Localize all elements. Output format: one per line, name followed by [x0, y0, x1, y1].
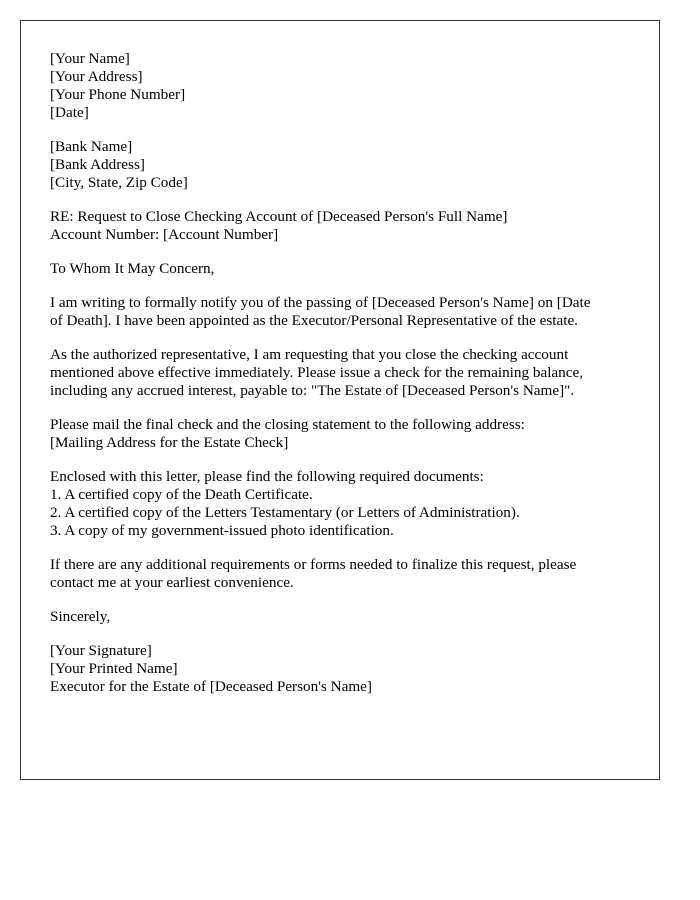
paragraph-request — [50, 346, 630, 400]
paragraph-line: of Death]. I have been appointed as the Executor/Personal Representative of the estate. — [50, 312, 578, 329]
letter-date: [Date] — [50, 104, 89, 121]
subject-block — [50, 208, 630, 244]
recipient-block — [50, 138, 630, 192]
paragraph-line: Enclosed with this letter, please find the following required documents: — [50, 468, 484, 485]
bank-address: [Bank Address] — [50, 156, 145, 173]
account-number-line: Account Number: [Account Number] — [50, 226, 279, 243]
sender-phone: [Your Phone Number] — [50, 86, 186, 103]
mailing-address: [Mailing Address for the Estate Check] — [50, 434, 289, 451]
paragraph-line: Please mail the final check and the closing statement to the following address: — [50, 416, 525, 433]
bank-name: [Bank Name] — [50, 138, 133, 155]
paragraph-line: If there are any additional requirements or forms needed to finalize this request, please — [50, 556, 577, 573]
paragraph-notify — [50, 294, 630, 330]
paragraph-enclosures — [50, 468, 630, 540]
salutation — [50, 260, 630, 278]
letter-page — [20, 20, 660, 780]
enclosure-item: 2. A certified copy of the Letters Testamentary (or Letters of Administration). — [50, 504, 520, 521]
paragraph-line: including any accrued interest, payable to: "The Estate of [Deceased Person's Name]". — [50, 382, 575, 399]
printed-name: [Your Printed Name] — [50, 660, 178, 677]
signature-block — [50, 642, 630, 696]
paragraph-line: contact me at your earliest convenience. — [50, 574, 294, 591]
paragraph-line: I am writing to formally notify you of the passing of [Deceased Person's Name] on [Date — [50, 294, 591, 311]
subject-line: RE: Request to Close Checking Account of [Deceased Person's Full Name] — [50, 208, 508, 225]
signer-title: Executor for the Estate of [Deceased Person's Name] — [50, 678, 372, 695]
paragraph-line: mentioned above effective immediately. Please issue a check for the remaining balance, — [50, 364, 584, 381]
paragraph-line: As the authorized representative, I am requesting that you close the checking account — [50, 346, 569, 363]
closing-text: Sincerely, — [50, 608, 111, 625]
enclosure-item: 3. A copy of my government-issued photo identification. — [50, 522, 394, 539]
salutation-text: To Whom It May Concern, — [50, 260, 215, 277]
sender-name: [Your Name] — [50, 50, 130, 67]
sender-block — [50, 50, 630, 122]
enclosure-item: 1. A certified copy of the Death Certificate. — [50, 486, 313, 503]
letter-body — [50, 50, 630, 712]
closing — [50, 608, 630, 626]
signature-placeholder: [Your Signature] — [50, 642, 152, 659]
sender-address: [Your Address] — [50, 68, 143, 85]
paragraph-contact — [50, 556, 630, 592]
bank-city-state-zip: [City, State, Zip Code] — [50, 174, 188, 191]
paragraph-mailing — [50, 416, 630, 452]
